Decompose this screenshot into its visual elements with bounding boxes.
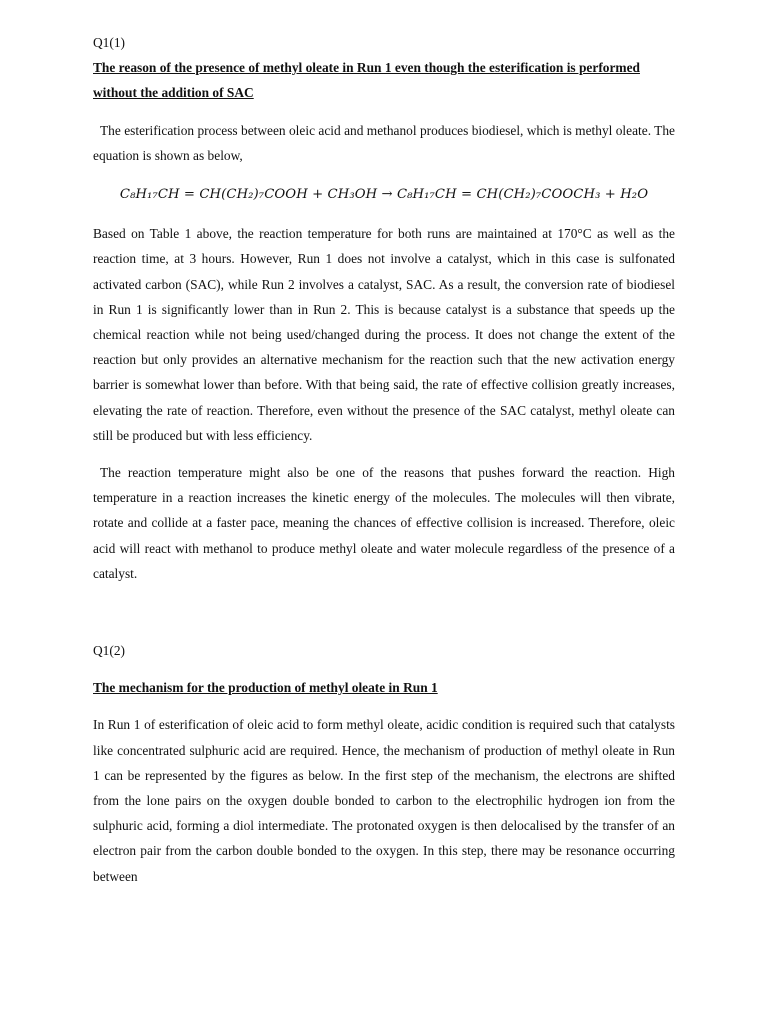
question-label-q1-2: Q1(2) [93,643,125,659]
question-label-q1-1: Q1(1) [93,35,125,50]
section-heading-q1-1: The reason of the presence of methyl oleate in Run 1 even though the esterification is performed without the addition of SAC [93,60,640,101]
document-page [93,30,675,889]
paragraph-catalyst: Based on Table 1 above, the reaction temperature for both runs are maintained at 170°C as well as the reaction time, at 3 hours. However, Run 1 does not involve a catalyst, which in this case is sulfonated activated carbon (SAC), while Run 2 involves a catalyst, SAC. As a result, the conversion rate of biodiesel in Run 1 is significantly lower than in Run 2. This is because catalyst is a substance that speeds up the chemical reaction while not being used/changed during the process. It does not change the extent of the reaction but only provides an alternative mechanism for the reaction such that the new activation energy barrier is somewhat lower than before. With that being said, the rate of effective collision greatly increases, elevating the rate of reaction. Therefore, even without the presence of the SAC catalyst, methyl oleate can still be produced but with less efficiency. [93,226,675,443]
paragraph-temperature: The reaction temperature might also be one of the reasons that pushes forward the reaction. High temperature in a reaction increases the kinetic energy of the molecules. The molecules will then vibrate, rotate and collide at a faster pace, meaning the chances of effective collision is increased. Therefore, oleic acid will react with methanol to produce methyl oleate and water molecule regardless of the presence of a catalyst. [93,465,675,581]
paragraph-mechanism: In Run 1 of esterification of oleic acid to form methyl oleate, acidic condition is required such that catalysts like concentrated sulphuric acid are required. Hence, the mechanism of production of methyl oleate in Run 1 can be represented by the figures as below. In the first step of the mechanism, the electrons are shifted from the lone pairs on the oxygen double bonded to carbon to the electrophilic hydrogen ion from the sulphuric acid, forming a diol intermediate. The protonated oxygen is then delocalised by the transfer of an electron pair from the carbon double bonded to the oxygen. In this step, there may be resonance occurring between [93,717,675,884]
paragraph-intro: The esterification process between oleic acid and methanol produces biodiesel, which is methyl oleate. The equation is shown as below, [93,122,675,163]
chemical-equation: C₈H₁₇CH = CH(CH₂)₇COOH + CH₃OH → C₈H₁₇CH = CH(CH₂)₇COOCH₃ + H₂O [119,187,649,203]
section-heading-q1-2: The mechanism for the production of methyl oleate in Run 1 [93,680,438,696]
